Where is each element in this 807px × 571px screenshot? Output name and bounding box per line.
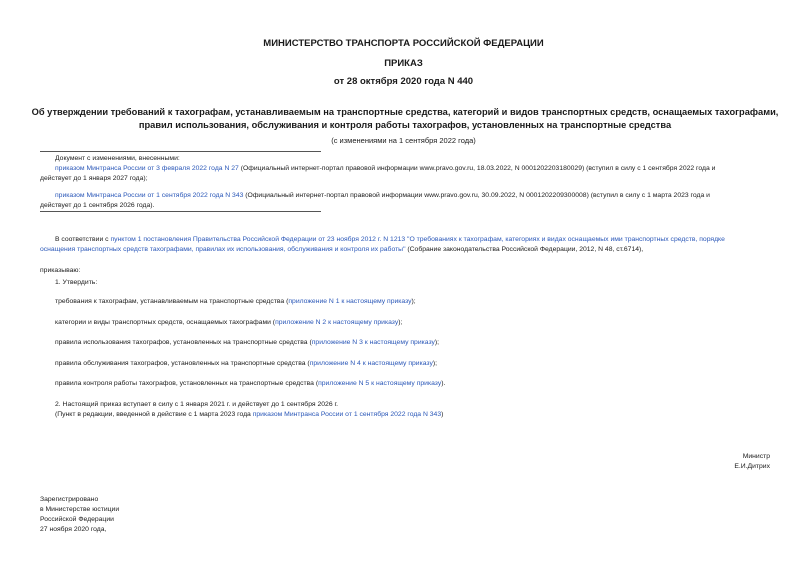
divider-bottom xyxy=(40,211,321,212)
change-item-2-cont: действует до 1 сентября 2026 года). xyxy=(40,202,155,209)
item-2-note-link[interactable]: приказом Минтранса России от 1 сентября 2022 года N 343 xyxy=(252,411,442,418)
signature-block xyxy=(734,452,770,472)
registration-line-1: Зарегистрировано xyxy=(40,496,99,503)
registration-line-2: в Министерстве юстиции xyxy=(40,506,120,513)
date-number-heading: от 28 октября 2020 года N 440 xyxy=(333,76,474,87)
title-line-1: Об утверждении требований к тахографам, устанавливаемым на транспортные средства, категорий и видов транспортных средств, оснащаемых тахографами, xyxy=(31,107,779,117)
registration-line-3: Российской Федерации xyxy=(40,516,114,523)
change-text-2: (Официальный интернет-портал правовой информации www.pravo.gov.ru, 30.09.2022, N 0001202209300008) (вступил в силу с 1 марта 2023 года и xyxy=(243,192,710,199)
changes-block xyxy=(40,154,775,211)
annex-link-4[interactable]: приложение N 4 к настоящему приказу xyxy=(309,360,433,367)
change-item-1 xyxy=(40,164,775,174)
preamble xyxy=(40,235,775,255)
annex-item-4: правила обслуживания тахографов, установленных на транспортные средства (приложение N 4 к настоящему приказу); xyxy=(55,360,438,367)
preamble-line-2 xyxy=(40,245,775,255)
change-item-1-cont: действует до 1 января 2027 года); xyxy=(40,175,148,182)
doc-type-heading: ПРИКАЗ xyxy=(384,58,423,69)
changes-intro: Документ с изменениями, внесенными: xyxy=(55,155,180,162)
annex-item-3: правила использования тахографов, установленных на транспортные средства (приложение N 3 к настоящему приказу); xyxy=(55,339,440,346)
change-item-2 xyxy=(40,191,775,201)
change-link-2[interactable]: приказом Минтранса России от 1 сентября 2022 года N 343 xyxy=(55,192,244,199)
change-link-1[interactable]: приказом Минтранса России от 3 февраля 2022 года N 27 xyxy=(55,165,239,172)
annex-link-3[interactable]: приложение N 3 к настоящему приказу xyxy=(311,339,435,346)
registration-line-4: 27 ноября 2020 года, xyxy=(40,526,107,533)
annex-link-1[interactable]: приложение N 1 к настоящему приказу xyxy=(288,298,412,305)
signature-name: Е.И.Дитрих xyxy=(734,463,770,470)
annex-item-1: требования к тахографам, устанавливаемым на транспортные средства (приложение N 1 к настоящему приказу); xyxy=(55,298,416,305)
order-word: приказываю: xyxy=(40,267,81,274)
title-line-2: правил использования, обслуживания и контроля работы тахографов, установленных на транспортные средства xyxy=(138,120,672,130)
ministry-heading: МИНИСТЕРСТВО ТРАНСПОРТА РОССИЙСКОЙ ФЕДЕРАЦИИ xyxy=(263,38,544,49)
signature-position: Министр xyxy=(742,453,770,460)
preamble-link[interactable]: пунктом 1 постановления Правительства Российской Федерации от 23 ноября 2012 г. N 1213 "О требованиях к тахографам, категориях и видах оснащаемых ими транспортных средств, порядке xyxy=(110,236,725,243)
preamble-line-1 xyxy=(40,235,775,245)
edition-note: (с изменениями на 1 сентября 2022 года) xyxy=(331,136,476,145)
item-2: 2. Настоящий приказ вступает в силу с 1 января 2021 г. и действует до 1 сентября 2026 г. xyxy=(55,401,339,408)
change-text-1: (Официальный интернет-портал правовой информации www.pravo.gov.ru, 18.03.2022, N 0001202203180029) (вступил в силу с 1 сентября 2022 года и xyxy=(238,165,716,172)
annex-link-2[interactable]: приложение N 2 к настоящему приказу xyxy=(275,319,399,326)
registration-block xyxy=(40,495,119,535)
preamble-start: В соответствии с xyxy=(55,236,111,243)
preamble-end: (Собрание законодательства Российской Федерации, 2012, N 48, ст.6714), xyxy=(405,246,644,253)
annex-item-2: категории и виды транспортных средств, оснащаемых тахографами (приложение N 2 к настоящему приказу); xyxy=(55,319,403,326)
item-2-note: (Пункт в редакции, введенной в действие с 1 марта 2023 года приказом Минтранса России от 1 сентября 2022 года N 343) xyxy=(55,411,444,418)
document-title xyxy=(30,106,780,132)
divider-top xyxy=(40,151,321,152)
annex-item-5: правила контроля работы тахографов, установленных на транспортные средства (приложение N 5 к настоящему приказу). xyxy=(55,380,446,387)
annex-link-5[interactable]: приложение N 5 к настоящему приказу xyxy=(318,380,442,387)
item-approve: 1. Утвердить: xyxy=(55,279,98,286)
preamble-link-cont[interactable]: оснащения транспортных средств тахографами, правилах их использования, обслуживания и контроля их работы" xyxy=(40,246,406,253)
